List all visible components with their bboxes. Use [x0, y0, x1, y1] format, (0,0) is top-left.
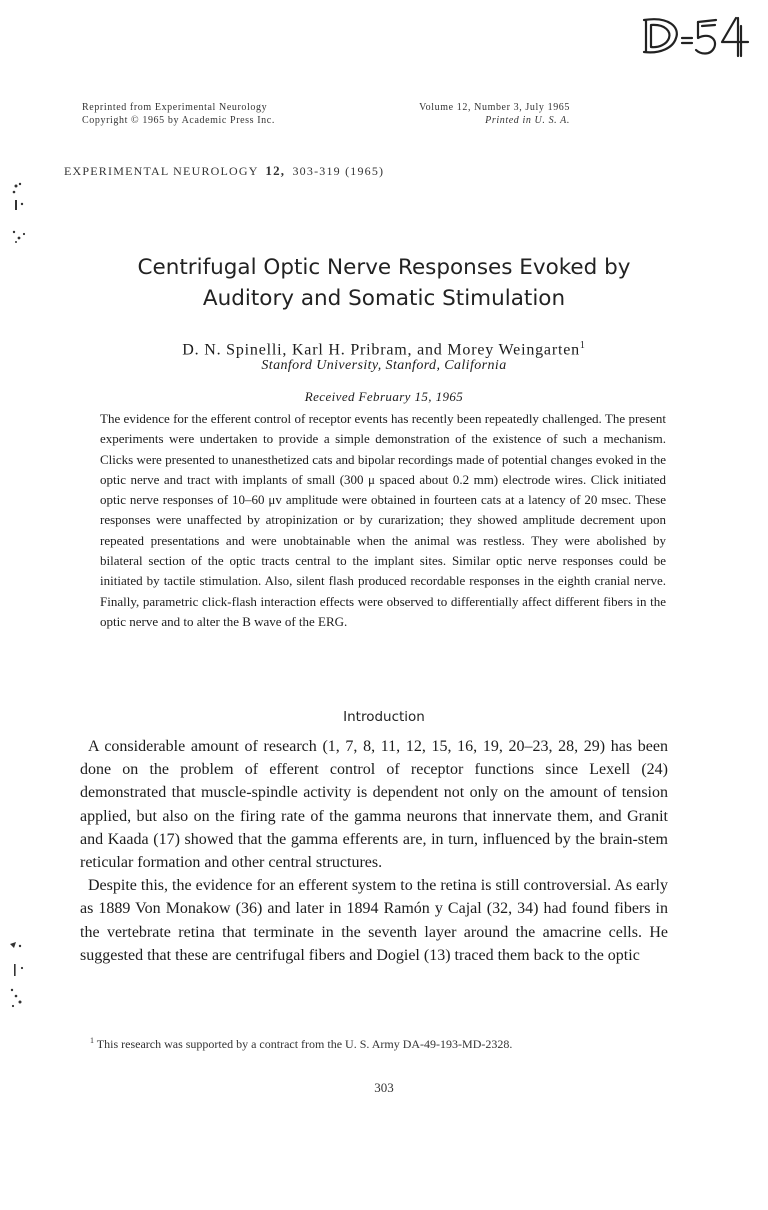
authors-text: D. N. Spinelli, Karl H. Pribram, and Morey Weingarten	[182, 341, 580, 359]
abstract: The evidence for the efferent control of receptor events has recently been repeatedly challenged. The present experiments were undertaken to provide a simple demonstration of the existence of such a mechanism. Clicks were presented to unanesthetized cats and bipolar recordings made of potential changes evoked in the optic nerve and tract with implants of small (300 μ spaced about 0.2 mm) electrode wires. Click initiated optic nerve responses of 10–60 μv amplitude were obtained in fourteen cats at a latency of 20 msec. These responses were unaffected by atropinization or by curarization; they showed amplitude decrement upon repeated presentations and were unobtainable when the animal was restless. They were abolished by bilateral section of the optic tracts central to the implant sites. Similar optic nerve responses could be initiated by tactile stimulation. Also, silent flash produced recordable responses in the eighth cranial nerve. Finally, parametric click-flash interaction effects were observed to differentially affect different fibers in the optic nerve and to alter the B wave of the ERG.	[100, 411, 666, 629]
handwritten-stamp	[640, 12, 758, 62]
page-number: 303	[374, 1080, 394, 1095]
intro-paragraph-2: Despite this, the evidence for an efferent system to the retina is still controversial. As early as 1889 Von Monakow (36) and later in 1894 Ramón y Cajal (32, 34) had found fibers in the vertebrate retina that terminate in the seventh layer around the amacrine cells. He suggested that these are centrifugal fibers and Dogiel (13) traced them back to the optic	[80, 877, 668, 964]
affiliation: Stanford University, Stanford, California	[261, 358, 507, 373]
volume-line-2: Printed in U. S. A.	[485, 115, 570, 126]
journal-pages-year: 303-319 (1965)	[292, 164, 385, 178]
reprint-line-1: Reprinted from Experimental Neurology	[82, 102, 268, 113]
reprint-line-2: Copyright © 1965 by Academic Press Inc.	[82, 115, 275, 126]
section-heading-introduction: Introduction	[343, 709, 425, 725]
footnote-marker: 1	[90, 1036, 94, 1045]
reprint-notice	[82, 101, 382, 127]
author-footnote-marker: 1	[579, 340, 586, 351]
received-date: Received February 15, 1965	[304, 389, 464, 404]
footnote-text: This research was supported by a contract from the U. S. Army DA-49-193-MD-2328.	[96, 1037, 513, 1051]
author-list	[80, 340, 688, 359]
introduction-body	[80, 735, 668, 967]
margin-scan-marks-bottom	[4, 940, 28, 1015]
title-line-2: Auditory and Somatic Stimulation	[202, 286, 566, 311]
article-title	[80, 252, 688, 314]
volume-notice	[370, 101, 570, 127]
footnote	[80, 1032, 666, 1053]
intro-paragraph-1: A considerable amount of research (1, 7, 8, 11, 12, 15, 16, 19, 20–23, 28, 29) has been done on the problem of efferent control of receptor functions since Lexell (24) demonstrated that muscle-spindle activity is dependent not only on the amount of tension applied, but also on the firing rate of the gamma neurons that innervate them, and Granit and Kaada (17) showed that the gamma efferents are, in turn, influenced by the brain-stem reticular formation and other central structures.	[80, 738, 668, 872]
title-line-1: Centrifugal Optic Nerve Responses Evoked by	[137, 255, 631, 280]
journal-name: EXPERIMENTAL NEUROLOGY	[64, 164, 259, 178]
journal-volume: 12,	[265, 163, 286, 178]
margin-scan-marks-top	[6, 180, 30, 260]
journal-citation	[64, 163, 384, 179]
volume-line-1: Volume 12, Number 3, July 1965	[419, 102, 570, 113]
